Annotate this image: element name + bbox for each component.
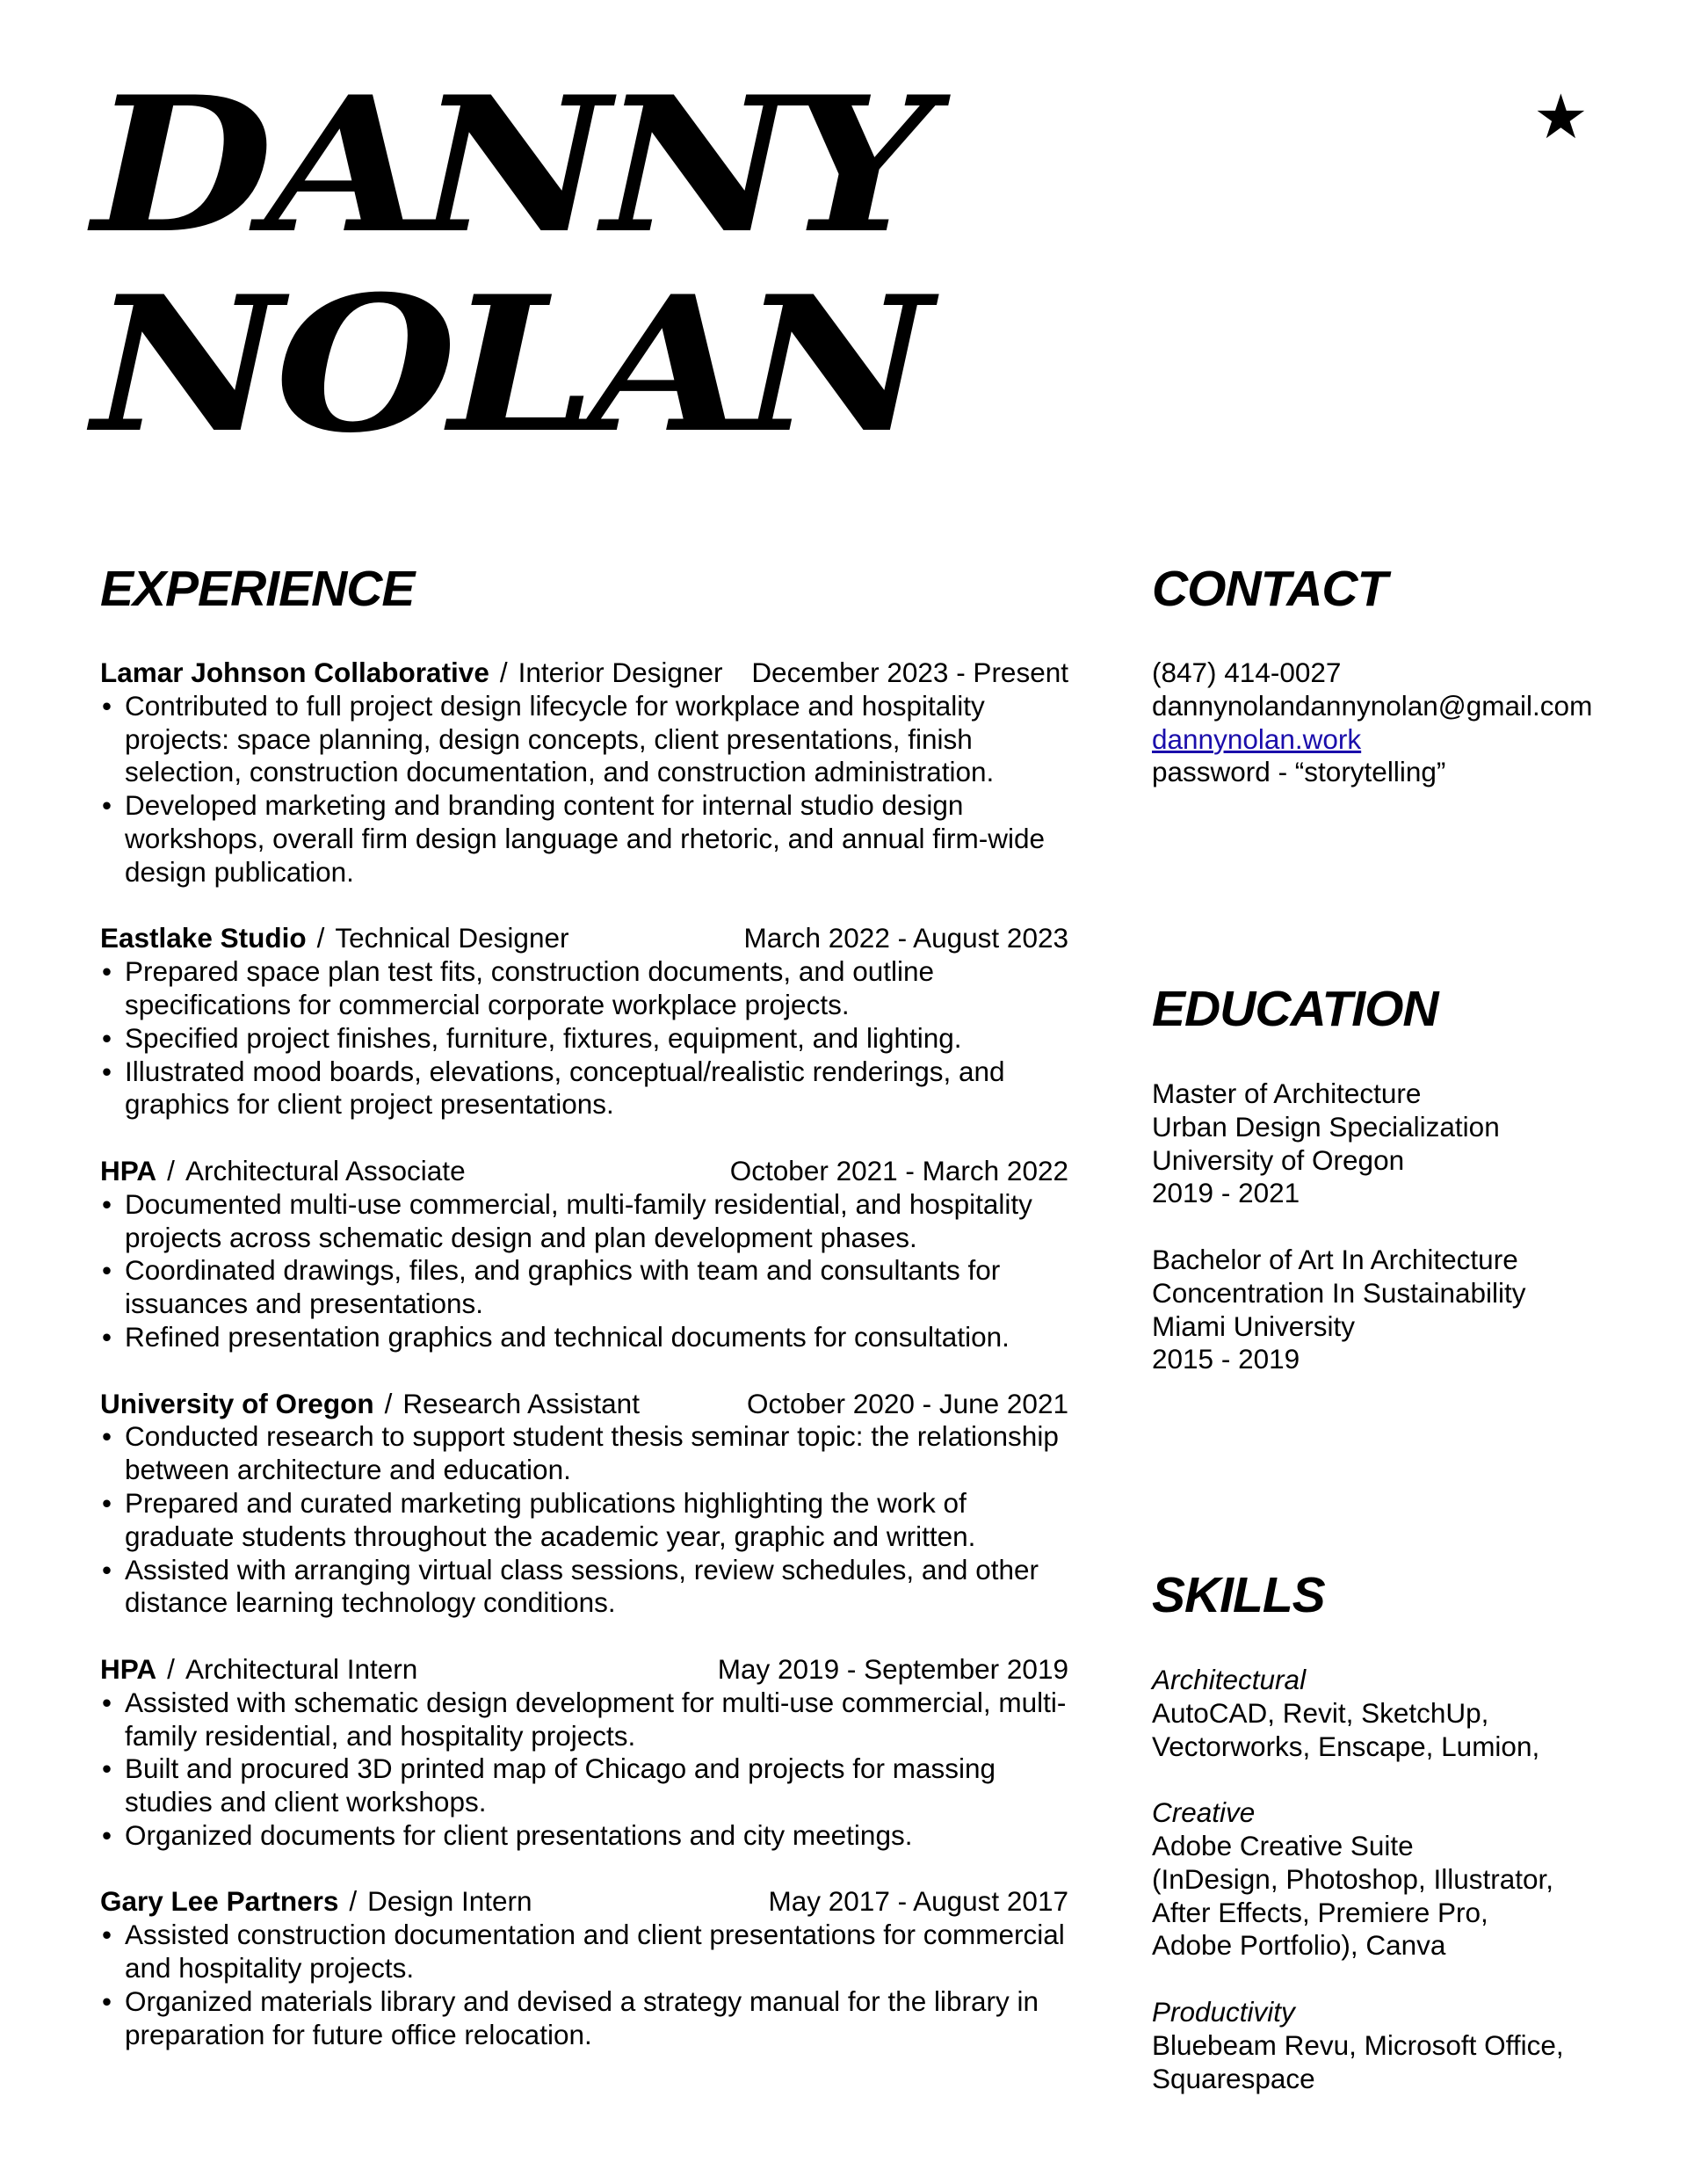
skill-line: (InDesign, Photoshop, Illustrator,	[1152, 1862, 1553, 1895]
bullet-line: specifications for commercial corporate workplace projects.	[125, 988, 850, 1020]
skill-line: Adobe Creative Suite	[1152, 1829, 1414, 1861]
bullet-line: • Assisted construction documentation and client presentations for commercial	[125, 1919, 1065, 1951]
bullet-line: studies and client workshops.	[125, 1786, 487, 1818]
job-dates: March 2022 - August 2023	[743, 922, 1068, 954]
job-entry	[100, 1155, 1068, 1354]
job-bullets	[100, 955, 1068, 1121]
job-title-line	[100, 1388, 640, 1421]
contact-email: dannynolandannynolan@gmail.com	[1152, 689, 1593, 722]
bullet-line: graduate students throughout the academic year, graphic and written.	[125, 1520, 976, 1552]
bullet-item	[100, 1819, 1068, 1853]
job-header	[100, 1155, 1068, 1188]
job-entry	[100, 1653, 1068, 1853]
contact-info	[1152, 657, 1644, 789]
skill-category: Productivity	[1152, 1995, 1295, 2028]
job-role: Technical Designer	[335, 922, 569, 954]
job-role: Interior Designer	[518, 657, 723, 688]
skill-line: After Effects, Premiere Pro,	[1152, 1896, 1488, 1928]
job-bullets	[100, 1687, 1068, 1853]
company-name: Gary Lee Partners	[100, 1885, 339, 1918]
job-entry	[100, 1885, 1068, 2051]
bullet-line: family residential, and hospitality projects.	[125, 1719, 636, 1752]
bullet-line: distance learning technology conditions.	[125, 1586, 616, 1619]
name-last: NOLAN	[92, 255, 925, 474]
bullet-item	[100, 789, 1068, 889]
education-line: Bachelor of Art In Architecture	[1152, 1243, 1518, 1275]
spacer	[1152, 1210, 1644, 1244]
education-line: Master of Architecture	[1152, 1077, 1422, 1109]
job-bullets	[100, 1188, 1068, 1354]
skills-list	[1152, 1664, 1644, 2095]
job-header	[100, 922, 1068, 955]
job-role: Architectural Intern	[185, 1652, 418, 1685]
job-dates: October 2020 - June 2021	[746, 1387, 1068, 1419]
company-name: HPA	[100, 1154, 157, 1186]
contact-password: password - “storytelling”	[1152, 756, 1446, 788]
bullet-item	[100, 1919, 1068, 1985]
job-bullets	[100, 1919, 1068, 2051]
website-link[interactable]: dannynolan.work	[1152, 722, 1362, 755]
bullet-line: and hospitality projects.	[125, 1952, 415, 1984]
job-header	[100, 1885, 1068, 1919]
skill-group	[1152, 1996, 1644, 2095]
bullet-line: between architecture and education.	[125, 1454, 571, 1486]
job-role: Design Intern	[367, 1885, 532, 1918]
education-list	[1152, 1077, 1644, 1376]
education-entry	[1152, 1077, 1644, 1210]
education-entry	[1152, 1244, 1644, 1376]
title-separator: /	[499, 657, 508, 688]
skill-line: Squarespace	[1152, 2062, 1315, 2094]
skill-group	[1152, 1664, 1644, 1763]
job-dates: May 2019 - September 2019	[717, 1652, 1068, 1685]
bullet-line: projects across schematic design and plan development phases.	[125, 1221, 917, 1253]
job-title-line	[100, 657, 722, 690]
title-separator: /	[349, 1885, 358, 1918]
skill-line: Bluebeam Revu, Microsoft Office,	[1152, 2028, 1564, 2061]
bullet-line: • Conducted research to support student thesis seminar topic: the relationship	[125, 1420, 1059, 1453]
skill-line: Vectorworks, Enscape, Lumion,	[1152, 1730, 1540, 1762]
bullet-line: • Coordinated drawings, files, and graphics with team and consultants for	[125, 1254, 1001, 1287]
bullet-line: workshops, overall firm design language and rhetoric, and annual firm-wide	[125, 822, 1046, 854]
skills-heading: SKILLS	[1152, 1567, 1325, 1623]
bullet-item	[100, 1985, 1068, 2052]
company-name: HPA	[100, 1652, 157, 1685]
skill-category: Architectural	[1152, 1664, 1307, 1695]
bullet-item	[100, 1188, 1068, 1255]
bullet-line: selection, construction documentation, and construction administration.	[125, 756, 995, 788]
bullet-line: • Refined presentation graphics and technical documents for consultation.	[125, 1320, 1010, 1353]
bullet-line: issuances and presentations.	[125, 1288, 484, 1320]
title-separator: /	[384, 1387, 393, 1419]
company-name: Eastlake Studio	[100, 922, 307, 954]
contact-heading: CONTACT	[1152, 561, 1387, 617]
title-separator: /	[316, 922, 325, 954]
bullet-line: • Organized materials library and devised a strategy manual for the library in	[125, 1984, 1039, 2017]
bullet-line: • Built and procured 3D printed map of Chicago and projects for massing	[125, 1752, 996, 1785]
skill-category: Creative	[1152, 1796, 1256, 1829]
spacer	[1152, 1963, 1644, 1996]
skill-group	[1152, 1796, 1644, 1963]
education-line: 2019 - 2021	[1152, 1177, 1300, 1209]
job-title-line	[100, 1885, 532, 1919]
bullet-line: • Assisted with arranging virtual class sessions, review schedules, and other	[125, 1553, 1039, 1585]
job-title-line	[100, 1155, 466, 1188]
bullet-line: preparation for future office relocation.	[125, 2018, 592, 2050]
skill-line: Adobe Portfolio), Canva	[1152, 1929, 1446, 1962]
bullet-line: • Developed marketing and branding content for internal studio design	[125, 789, 964, 822]
job-dates: May 2017 - August 2017	[768, 1885, 1068, 1918]
education-line: 2015 - 2019	[1152, 1343, 1300, 1375]
company-name: Lamar Johnson Collaborative	[100, 657, 489, 688]
bullet-line: • Contributed to full project design lifecycle for workplace and hospitality	[125, 689, 985, 722]
bullet-line: • Prepared space plan test fits, construction documents, and outline	[125, 955, 935, 988]
bullet-line: • Prepared and curated marketing publications highlighting the work of	[125, 1486, 967, 1519]
title-separator: /	[167, 1652, 175, 1685]
job-title-line	[100, 1653, 417, 1687]
education-line: Miami University	[1152, 1310, 1356, 1342]
job-header	[100, 1653, 1068, 1687]
experience-heading: EXPERIENCE	[100, 561, 415, 617]
bullet-item	[100, 955, 1068, 1022]
spacer	[1152, 1763, 1644, 1796]
bullet-line: projects: space planning, design concepts, client presentations, finish	[125, 722, 973, 755]
bullet-item	[100, 1056, 1068, 1122]
job-entry	[100, 922, 1068, 1121]
bullet-line: • Illustrated mood boards, elevations, conceptual/realistic renderings, and	[125, 1055, 1005, 1087]
job-entry	[100, 1388, 1068, 1621]
education-line: Urban Design Specialization	[1152, 1110, 1500, 1143]
bullet-item	[100, 1487, 1068, 1554]
star-icon: ★	[1533, 83, 1589, 151]
experience-list	[100, 657, 1068, 2051]
job-bullets	[100, 1420, 1068, 1620]
education-line: Concentration In Sustainability	[1152, 1276, 1526, 1309]
job-role: Architectural Associate	[185, 1154, 466, 1186]
job-dates: October 2021 - March 2022	[729, 1154, 1068, 1186]
education-heading: EDUCATION	[1152, 981, 1438, 1037]
education-line: University of Oregon	[1152, 1143, 1405, 1176]
bullet-item	[100, 1554, 1068, 1621]
job-bullets	[100, 690, 1068, 889]
contact-phone: (847) 414-0027	[1152, 657, 1342, 688]
bullet-item	[100, 690, 1068, 789]
bullet-item	[100, 1752, 1068, 1819]
skill-line: AutoCAD, Revit, SketchUp,	[1152, 1696, 1489, 1729]
job-header	[100, 657, 1068, 690]
title-separator: /	[167, 1154, 175, 1186]
bullet-item	[100, 1687, 1068, 1753]
job-dates: December 2023 - Present	[751, 657, 1068, 688]
job-header	[100, 1388, 1068, 1421]
job-entry	[100, 657, 1068, 889]
job-role: Research Assistant	[402, 1387, 640, 1419]
bullet-line: • Specified project finishes, furniture, fixtures, equipment, and lighting.	[125, 1021, 962, 1054]
name-first: DANNY	[92, 55, 926, 274]
bullet-line: • Documented multi-use commercial, multi-family residential, and hospitality	[125, 1187, 1032, 1220]
bullet-line: design publication.	[125, 855, 354, 888]
job-title-line	[100, 922, 568, 955]
company-name: University of Oregon	[100, 1387, 374, 1419]
bullet-item	[100, 1420, 1068, 1487]
bullet-item	[100, 1321, 1068, 1354]
bullet-line: graphics for client project presentations.	[125, 1088, 614, 1121]
bullet-item	[100, 1254, 1068, 1321]
bullet-line: • Assisted with schematic design development for multi-use commercial, multi-	[125, 1686, 1067, 1718]
bullet-line: • Organized documents for client presentations and city meetings.	[125, 1818, 913, 1851]
bullet-item	[100, 1022, 1068, 1056]
